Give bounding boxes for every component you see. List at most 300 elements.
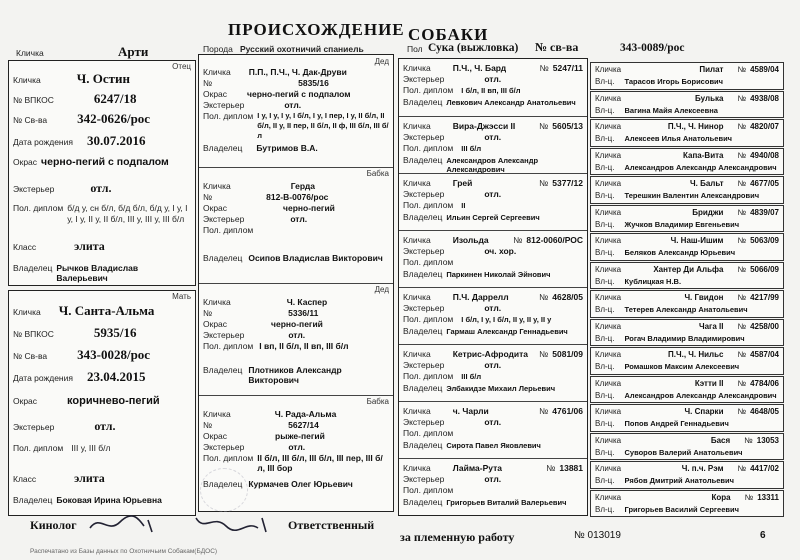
gg-grandparent-15 xyxy=(590,461,784,489)
gggp-num: 4648/05 xyxy=(750,407,779,416)
gggp-klichka-label: Кличка xyxy=(595,350,622,359)
great-grandparent-7 xyxy=(399,401,587,458)
ggp-klichka: Вира-Джэсси II xyxy=(452,121,516,131)
mf-num-label: № xyxy=(203,308,213,318)
gggp-klichka-label: Кличка xyxy=(595,293,622,302)
gggp-num-label: № xyxy=(744,435,753,445)
mother-owner-label: Владелец xyxy=(13,495,53,505)
ggp-owner: Элбакидзе Михаил Лерьевич xyxy=(446,384,556,393)
father-ext-label: Экстерьер xyxy=(13,184,55,194)
gggp-owner-label: Вл-ц. xyxy=(595,476,615,485)
ggp-num: 4761/06 xyxy=(552,406,583,416)
ff-dipl: I у, I у, I у, I б/л, I у, I пер, I у, II б/л, II б/л, II у, II пер, II б/л, II ф, III б/л, III б/л xyxy=(257,111,389,140)
gggp-owner: Рябов Дмитрий Анатольевич xyxy=(624,476,734,485)
mf-owner: Плотников Александр Викторович xyxy=(248,365,342,385)
gggp-num: 4940/08 xyxy=(750,150,779,160)
breed-value: Русский охотничий спаниель xyxy=(240,44,364,54)
gg-grandparent-11 xyxy=(590,347,784,375)
fm-num: 812-В-0076/рос xyxy=(266,192,329,202)
mother-diplomas-label: Пол. диплом xyxy=(13,443,64,453)
gggp-owner-label: Вл-ц. xyxy=(595,419,615,428)
ggp-owner-label: Владелец xyxy=(403,440,443,450)
gggp-owner: Григорьев Василий Сергеевич xyxy=(624,504,739,514)
gggp-klichka-label: Кличка xyxy=(595,93,622,103)
ff-color: черно-пегий с подпалом xyxy=(247,89,351,99)
ggp-num-label: № xyxy=(539,63,549,73)
gggp-klichka-label: Кличка xyxy=(595,464,622,473)
gggp-num: 5063/09 xyxy=(750,236,779,245)
ggp-ext: отл. xyxy=(484,132,502,142)
ggp-dipl-label: Пол. диплом xyxy=(403,314,454,324)
ggp-klichka: П.Ч., Ч. Бард xyxy=(452,63,507,73)
gggp-owner: Терешкин Валентин Александрович xyxy=(624,191,760,200)
father-color: черно-пегий с подпалом xyxy=(41,156,169,168)
mother-color: коричнево-пегий xyxy=(67,395,160,407)
bottom-note: Распечатано из Базы данных по Охотничьим Собакам(БДОС) xyxy=(30,548,218,555)
mf-color-label: Окрас xyxy=(203,319,228,329)
ggp-owner-label: Владелец xyxy=(403,97,443,107)
ggp-ext: отл. xyxy=(484,74,502,84)
ff-ext-label: Экстерьер xyxy=(203,100,245,110)
ggp-klichka: Грей xyxy=(452,178,473,188)
mm-color: рыже-пегий xyxy=(275,431,325,441)
ggp-klichka-label: Кличка xyxy=(403,463,431,473)
ggp-num: 5247/11 xyxy=(552,63,583,73)
gggp-klichka-label: Кличка xyxy=(595,207,622,217)
father-role: Отец xyxy=(172,62,191,71)
gggp-num-label: № xyxy=(737,350,747,359)
ff-dipl-label: Пол. диплом xyxy=(203,111,254,121)
plemrab-label: за племенную работу xyxy=(400,530,515,544)
gggp-num-label: № xyxy=(737,179,747,188)
ggp-dipl: II xyxy=(461,201,466,210)
gggp-klichka-label: Кличка xyxy=(595,150,622,160)
gggp-num: 4677/05 xyxy=(750,179,779,188)
mother-vpkos-label: № ВПКОС xyxy=(13,329,54,339)
gggp-num-label: № xyxy=(737,407,747,416)
ff-num: 5835/16 xyxy=(298,78,329,88)
ff-ext: отл. xyxy=(284,100,302,110)
gggp-owner-label: Вл-ц. xyxy=(595,162,615,172)
mother-cert: 343-0028/рос xyxy=(77,347,151,362)
gggp-num-label: № xyxy=(737,464,747,473)
gggp-klichka: Ч. Спарки xyxy=(684,407,724,416)
gggp-klichka: Чага II xyxy=(698,321,724,331)
gggp-num-label: № xyxy=(737,65,747,74)
mf-owner-label: Владелец xyxy=(203,365,243,375)
ggp-num: 812-0060/РОС xyxy=(526,235,583,245)
ggp-num-label: № xyxy=(539,121,549,131)
ff-num-label: № xyxy=(203,78,213,88)
gggp-num: 4217/99 xyxy=(750,293,779,302)
gggp-num: 4417/02 xyxy=(750,464,779,473)
mf-color: черно-пегий xyxy=(271,319,323,329)
father-class-label: Класс xyxy=(13,242,37,252)
ggp-ext-label: Экстерьер xyxy=(403,474,445,484)
grandparent-ff xyxy=(199,55,393,175)
gggp-owner-label: Вл-ц. xyxy=(595,77,615,86)
ggp-num: 5377/12 xyxy=(552,178,583,188)
ggp-ext: отл. xyxy=(484,360,502,370)
gggp-num: 13053 xyxy=(756,435,779,445)
gggp-klichka: Бася xyxy=(710,435,731,445)
ggp-num: 4628/05 xyxy=(552,292,583,302)
mm-num-label: № xyxy=(203,420,213,430)
gggp-owner-label: Вл-ц. xyxy=(595,248,615,257)
father-color-label: Окрас xyxy=(13,157,38,167)
ff-klichka: П.П., П.Ч., Ч. Дак-Друви xyxy=(248,67,347,77)
fm-ext-label: Экстерьер xyxy=(203,214,245,224)
gg-grandparent-6 xyxy=(590,205,784,233)
mm-klichka-label: Кличка xyxy=(203,409,231,419)
gggp-num: 4938/08 xyxy=(750,93,779,103)
mm-ext: отл. xyxy=(288,442,306,452)
gggp-klichka: Ч. Гвидон xyxy=(684,293,724,302)
great-grandparent-4 xyxy=(399,230,587,287)
ggp-dipl-label: Пол. диплом xyxy=(403,428,454,438)
gggp-klichka: Пилат xyxy=(699,65,724,74)
ggp-ext-label: Экстерьер xyxy=(403,74,445,84)
gggp-num-label: № xyxy=(737,378,747,388)
ggp-ext: отл. xyxy=(484,189,502,199)
gggp-klichka: Бриджи xyxy=(692,207,724,217)
mf-klichka-label: Кличка xyxy=(203,297,231,307)
ggp-owner-label: Владелец xyxy=(403,269,443,279)
father-vpkos: 6247/18 xyxy=(93,91,137,106)
ff-role: Дед xyxy=(374,57,389,66)
ggp-owner: Александров Александр Александрович xyxy=(446,156,539,174)
gggp-owner: Попов Андрей Геннадьевич xyxy=(624,419,729,428)
fm-owner: Осипов Владислав Викторович xyxy=(248,253,383,263)
gggp-num-label: № xyxy=(737,264,747,274)
mm-role: Бабка xyxy=(366,397,389,406)
ggp-owner-label: Владелец xyxy=(403,155,443,165)
gggp-num-label: № xyxy=(737,207,747,217)
grandparent-mf xyxy=(199,283,393,395)
gggp-owner-label: Вл-ц. xyxy=(595,191,615,200)
gg-grandparent-9 xyxy=(590,290,784,318)
gggp-klichka-label: Кличка xyxy=(595,65,622,74)
ggp-dipl-label: Пол. диплом xyxy=(403,257,454,267)
mm-num: 5627/14 xyxy=(288,420,319,430)
gggp-klichka: Булька xyxy=(695,93,724,103)
gggp-klichka: Хантер Ди Альфа xyxy=(653,264,724,274)
mf-klichka: Ч. Каспер xyxy=(286,297,328,307)
responsible-label: Ответственный xyxy=(288,518,375,532)
mother-klichka-label: Кличка xyxy=(13,307,41,317)
ff-klichka-label: Кличка xyxy=(203,67,231,77)
ggp-owner: Левкович Александр Анатольевич xyxy=(446,98,576,107)
ggp-ext: отл. xyxy=(484,474,502,484)
cert-value: 343-0089/рос xyxy=(620,42,685,54)
ggp-klichka-label: Кличка xyxy=(403,406,431,416)
father-owner: Рычков Владислав Валерьевич xyxy=(56,263,139,283)
mf-ext-label: Экстерьер xyxy=(203,330,245,340)
ff-owner-label: Владелец xyxy=(203,143,243,153)
ggp-owner-label: Владелец xyxy=(403,497,443,507)
father-dob: 30.07.2016 xyxy=(86,133,146,148)
ggp-klichka: Лайма-Рута xyxy=(452,463,502,473)
gggp-owner: Жучков Владимир Евгеньевич xyxy=(624,219,740,229)
ggp-klichka-label: Кличка xyxy=(403,235,431,245)
gg-grandparent-8 xyxy=(590,262,784,290)
gggp-klichka-label: Кличка xyxy=(595,378,622,388)
fm-ext: отл. xyxy=(290,214,308,224)
ggp-ext-label: Экстерьер xyxy=(403,417,445,427)
father-dob-label: Дата рождения xyxy=(13,137,73,147)
mother-dob: 23.04.2015 xyxy=(86,369,146,384)
gggp-owner-label: Вл-ц. xyxy=(595,504,615,514)
gggp-owner: Суворов Валерий Анатольевич xyxy=(624,447,743,457)
fm-color: черно-пегий xyxy=(283,203,335,213)
father-owner-label: Владелец xyxy=(13,263,53,273)
mother-owner: Боковая Ирина Юрьевна xyxy=(56,495,162,505)
ggp-klichka: ч. Чарли xyxy=(452,406,489,416)
gggp-owner: Александров Александр Александрович xyxy=(624,390,777,400)
gggp-klichka: Кора xyxy=(711,492,731,502)
gg-grandparent-3 xyxy=(590,119,784,147)
gggp-num: 4839/07 xyxy=(750,207,779,217)
mm-ext-label: Экстерьер xyxy=(203,442,245,452)
gggp-owner: Рогач Владимир Владимирович xyxy=(624,333,745,343)
title-right: СОБАКИ xyxy=(408,25,489,44)
great-grandparent-5 xyxy=(399,287,587,344)
gggp-num-label: № xyxy=(737,150,747,160)
gg-grandparent-10 xyxy=(590,319,784,347)
ggp-num-label: № xyxy=(513,235,523,245)
mf-ext: отл. xyxy=(288,330,306,340)
great-grandparent-8 xyxy=(399,458,587,515)
gggp-klichka: Ч. Бальт xyxy=(690,179,724,188)
ggp-ext-label: Экстерьер xyxy=(403,246,445,256)
gggp-klichka-label: Кличка xyxy=(595,236,622,245)
gggp-num: 4784/06 xyxy=(750,378,779,388)
gggp-owner-label: Вл-ц. xyxy=(595,333,615,343)
mother-diplomas: III у, III б/л xyxy=(71,443,111,453)
mother-ext: отл. xyxy=(94,419,116,433)
gg-grandparent-5 xyxy=(590,176,784,204)
father-class: элита xyxy=(74,239,105,253)
mf-role: Дед xyxy=(374,285,389,294)
father-diplomas-label: Пол. диплом xyxy=(13,203,64,213)
gggp-klichka: Капа-Вита xyxy=(683,150,724,160)
mother-class: элита xyxy=(74,471,105,485)
gggp-klichka: Ч. Наш-Ишим xyxy=(670,236,724,245)
gggp-num-label: № xyxy=(737,122,747,131)
gggp-num: 4589/04 xyxy=(750,65,779,74)
gggp-klichka: П.Ч., Ч. Нильс xyxy=(668,350,724,359)
kinolog-label: Кинолог xyxy=(30,518,77,532)
ggp-dipl: III б/л xyxy=(461,372,482,381)
gggp-owner-label: Вл-ц. xyxy=(595,105,615,115)
gggp-num: 4587/04 xyxy=(750,350,779,359)
signature-image xyxy=(86,510,286,536)
gggp-num-label: № xyxy=(737,293,747,302)
grandparent-fm xyxy=(199,167,393,283)
gggp-klichka-label: Кличка xyxy=(595,264,622,274)
gg-grandparent-4 xyxy=(590,148,784,176)
father-vpkos-label: № ВПКОС xyxy=(13,95,54,105)
page-number: 6 xyxy=(760,530,766,541)
father-klichka-label: Кличка xyxy=(13,75,41,85)
gggp-owner-label: Вл-ц. xyxy=(595,305,615,314)
gggp-owner-label: Вл-ц. xyxy=(595,134,615,143)
gggp-klichka-label: Кличка xyxy=(595,122,622,131)
gggp-num: 5066/09 xyxy=(750,264,779,274)
ggp-owner-label: Владелец xyxy=(403,212,443,222)
gggp-klichka-label: Кличка xyxy=(595,179,622,188)
ggp-klichka-label: Кличка xyxy=(403,349,431,359)
gggp-owner: Вагина Майя Алексеевна xyxy=(624,105,718,115)
ggp-owner: Гармаш Александр Геннадьевич xyxy=(446,327,568,336)
ggp-ext: отл. xyxy=(484,303,502,313)
ggp-num-label: № xyxy=(539,349,549,359)
gggp-num: 4820/07 xyxy=(750,122,779,131)
mf-dipl-label: Пол. диплом xyxy=(203,341,254,351)
ggp-num: 5605/13 xyxy=(552,121,583,131)
ggp-owner-label: Владелец xyxy=(403,383,443,393)
breed-label: Порода xyxy=(203,44,233,54)
gggp-owner: Беляков Александр Юрьевич xyxy=(624,248,736,257)
gg-grandparent-7 xyxy=(590,233,784,261)
mother-klichka: Ч. Санта-Альма xyxy=(58,303,155,318)
father-cert: 342-0626/рос xyxy=(77,111,151,126)
ggp-num: 5081/09 xyxy=(552,349,583,359)
gg-grandparent-16 xyxy=(590,490,784,518)
ff-color-label: Окрас xyxy=(203,89,228,99)
ggp-dipl-label: Пол. диплом xyxy=(403,200,454,210)
ggp-dipl: I б/л, I у, I б/л, II у, II у, II у xyxy=(461,315,552,324)
fm-color-label: Окрас xyxy=(203,203,228,213)
father-ext: отл. xyxy=(90,181,112,195)
ggp-ext-label: Экстерьер xyxy=(403,132,445,142)
gggp-num: 13311 xyxy=(757,492,779,502)
ggp-num-label: № xyxy=(539,406,549,416)
ggp-num-label: № xyxy=(539,178,549,188)
gggp-owner-label: Вл-ц. xyxy=(595,276,615,286)
ggp-dipl: I б/л, II вп, III б/л xyxy=(461,86,521,95)
stamp-mark xyxy=(200,468,248,512)
ggp-owner-label: Владелец xyxy=(403,326,443,336)
ggp-ext: оч. хор. xyxy=(484,246,517,256)
ggp-klichka-label: Кличка xyxy=(403,178,431,188)
great-grandparent-6 xyxy=(399,344,587,401)
sex-value: Сука (выжловка) xyxy=(428,42,519,54)
serial-number: № 013019 xyxy=(574,530,621,541)
mother-role: Мать xyxy=(172,292,191,301)
gggp-klichka-label: Кличка xyxy=(595,435,622,445)
ggp-owner: Григорьев Виталий Валерьевич xyxy=(446,498,567,507)
ggp-dipl-label: Пол. диплом xyxy=(403,485,454,495)
mother-vpkos: 5935/16 xyxy=(93,325,137,340)
gggp-owner: Тарасов Игорь Борисович xyxy=(624,77,724,86)
mm-owner-label: Владелец xyxy=(203,479,243,489)
mother-cert-label: № Св-ва xyxy=(13,351,48,361)
title-left: ПРОИСХОЖДЕНИЕ xyxy=(228,20,405,39)
ggp-ext-label: Экстерьер xyxy=(403,360,445,370)
father-diplomas: б/д у, сн б/л, б/д б/л, б/д у, I у, I у, I у, II у, II б/л, III у, III у, III б/л xyxy=(67,203,188,224)
great-grandparent-2 xyxy=(399,116,587,173)
gg-grandparent-14 xyxy=(590,433,784,461)
gggp-num-label: № xyxy=(737,321,747,331)
grandparents-column xyxy=(198,54,394,512)
ggp-dipl: III б/л xyxy=(461,144,482,153)
ggp-dipl-label: Пол. диплом xyxy=(403,85,454,95)
mm-dipl-label: Пол. диплом xyxy=(203,453,254,463)
ggp-klichka: Кетрис-Афродита xyxy=(452,349,529,359)
fm-role: Бабка xyxy=(366,169,389,178)
mother-ext-label: Экстерьер xyxy=(13,422,55,432)
ff-owner: Бутримов В.А. xyxy=(256,143,318,153)
sex-label: Пол xyxy=(407,44,423,54)
mf-dipl: I вп, II б/л, II вп, III б/л xyxy=(259,341,349,351)
father-box xyxy=(8,60,196,286)
ggp-num: 13881 xyxy=(559,463,583,473)
gg-grandparent-1 xyxy=(590,62,784,90)
ggp-ext: отл. xyxy=(484,417,502,427)
ggp-owner: Сирота Павел Яковлевич xyxy=(446,441,541,450)
gggp-owner: Александров Александр Александрович xyxy=(624,162,777,172)
gggp-klichka: П.Ч., Ч. Нинор xyxy=(667,122,724,131)
gg-grandparent-13 xyxy=(590,404,784,432)
great-grandparent-1 xyxy=(399,59,587,116)
fm-num-label: № xyxy=(203,192,213,202)
gggp-owner: Ромашков Максим Алексеевич xyxy=(624,362,740,371)
gggp-num-label: № xyxy=(744,492,754,502)
gggp-klichka-label: Кличка xyxy=(595,321,622,331)
mm-owner: Курмачев Олег Юрьевич xyxy=(248,479,353,489)
klichka-label: Кличка xyxy=(16,48,44,58)
ggp-num-label: № xyxy=(546,463,556,473)
gggp-klichka-label: Кличка xyxy=(595,492,622,502)
gggp-owner: Алексеев Илья Анатольевич xyxy=(624,134,733,143)
ggp-dipl-label: Пол. диплом xyxy=(403,371,454,381)
gggp-klichka: Ч. п.ч. Рэм xyxy=(681,464,724,473)
fm-dipl-label: Пол. диплом xyxy=(203,225,254,235)
mm-color-label: Окрас xyxy=(203,431,228,441)
father-cert-label: № Св-ва xyxy=(13,115,48,125)
ggp-ext-label: Экстерьер xyxy=(403,189,445,199)
gg-grandparents-column xyxy=(590,62,786,520)
mm-dipl: II б/л, III б/л, III б/л, III пер, III б/л, III бор xyxy=(257,453,383,473)
gggp-owner-label: Вл-ц. xyxy=(595,390,615,400)
fm-klichka: Герда xyxy=(290,181,315,191)
dog-name: Арти xyxy=(118,44,149,59)
ggp-klichka: Изольда xyxy=(452,235,489,245)
mother-color-label: Окрас xyxy=(13,396,38,406)
ggp-klichka-label: Кличка xyxy=(403,63,431,73)
mother-class-label: Класс xyxy=(13,474,37,484)
father-klichka: Ч. Остин xyxy=(76,71,131,86)
ggp-klichka-label: Кличка xyxy=(403,121,431,131)
mm-klichka: Ч. Рада-Альма xyxy=(274,409,337,419)
mother-box xyxy=(8,290,196,516)
ggp-dipl-label: Пол. диплом xyxy=(403,143,454,153)
ggp-owner: Ильин Сергей Сергеевич xyxy=(446,213,540,222)
gggp-owner-label: Вл-ц. xyxy=(595,362,615,371)
gggp-owner: Тетерев Александр Анатольевич xyxy=(624,305,748,314)
fm-klichka-label: Кличка xyxy=(203,181,231,191)
mf-num: 5336/11 xyxy=(288,308,319,318)
ggp-owner: Паркинен Николай Эйнович xyxy=(446,270,551,279)
ggp-ext-label: Экстерьер xyxy=(403,303,445,313)
great-grandparents-column xyxy=(398,58,588,516)
ggp-klichka: П.Ч. Даррелл xyxy=(452,292,509,302)
gggp-klichka: Кэтти II xyxy=(694,378,724,388)
gg-grandparent-12 xyxy=(590,376,784,404)
gggp-num: 4258/00 xyxy=(750,321,779,331)
gggp-num-label: № xyxy=(737,236,747,245)
